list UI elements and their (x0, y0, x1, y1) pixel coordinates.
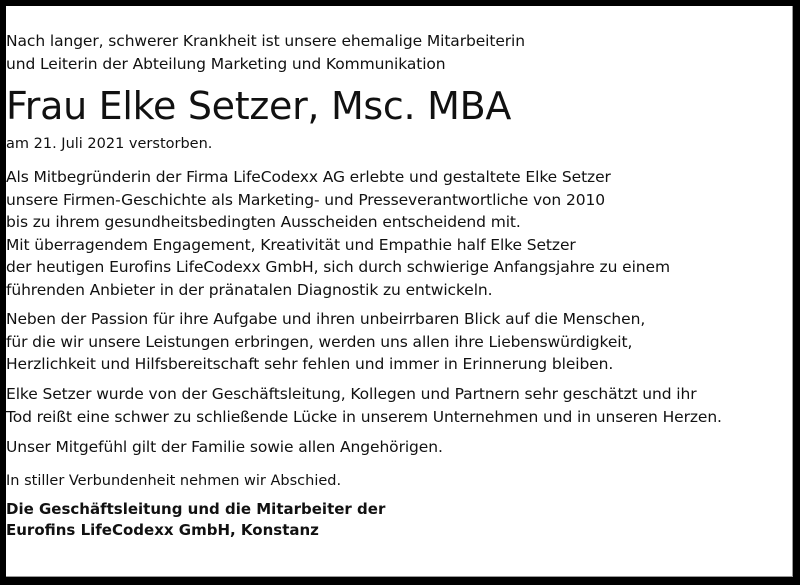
signature (6, 499, 793, 541)
paragraph-career (6, 166, 793, 301)
paragraph-esteem (6, 383, 793, 429)
text-line: Neben der Passion für ihre Aufgabe und ihren unbeirrbaren Blick auf die Menschen, (6, 310, 646, 328)
paragraph-farewell: In stiller Verbundenheit nehmen wir Abschied. (6, 473, 342, 489)
text-line: Elke Setzer wurde von der Geschäftsleitung, Kollegen und Partnern sehr geschätzt und ihr (6, 385, 697, 403)
paragraph-condolence: Unser Mitgefühl gilt der Familie sowie allen Angehörigen. (6, 438, 443, 456)
deceased-name: Frau Elke Setzer, Msc. MBA (6, 84, 512, 128)
text-line: Tod reißt eine schwer zu schließende Lücke in unserem Unternehmen und in unseren Herzen. (6, 408, 722, 426)
intro-line: Nach langer, schwerer Krankheit ist unsere ehemalige Mitarbeiterin (6, 32, 525, 50)
text-line: unsere Firmen-Geschichte als Marketing- und Presseverantwortliche von 2010 (6, 190, 606, 209)
text-line: Mit überragendem Engagement, Kreativität und Empathie half Elke Setzer (6, 235, 576, 254)
text-line: Als Mitbegründerin der Firma LifeCodexx AG erlebte und gestaltete Elke Setzer (6, 168, 611, 186)
paragraph-tribute (6, 308, 793, 376)
text-line: führenden Anbieter in der pränatalen Diagnostik zu entwickeln. (6, 280, 493, 299)
text-line: bis zu ihrem gesundheitsbedingten Ausscheiden entscheidend mit. (6, 213, 521, 231)
text-line: für die wir unsere Leistungen erbringen, werden uns allen ihre Liebenswürdigkeit, (6, 332, 633, 351)
text-line: der heutigen Eurofins LifeCodexx GmbH, sich durch schwierige Anfangsjahre zu einem (6, 258, 670, 276)
text-line: Herzlichkeit und Hilfsbereitschaft sehr fehlen und immer in Erinnerung bleiben. (6, 355, 614, 373)
obituary-notice (6, 6, 793, 577)
intro-line: und Leiterin der Abteilung Marketing und Kommunikation (6, 55, 446, 73)
signature-line: Eurofins LifeCodexx GmbH, Konstanz (6, 521, 319, 539)
signature-line: Die Geschäftsleitung und die Mitarbeiter der (6, 500, 386, 518)
intro-text (6, 30, 793, 76)
date-of-death: am 21. Juli 2021 verstorben. (6, 136, 213, 152)
